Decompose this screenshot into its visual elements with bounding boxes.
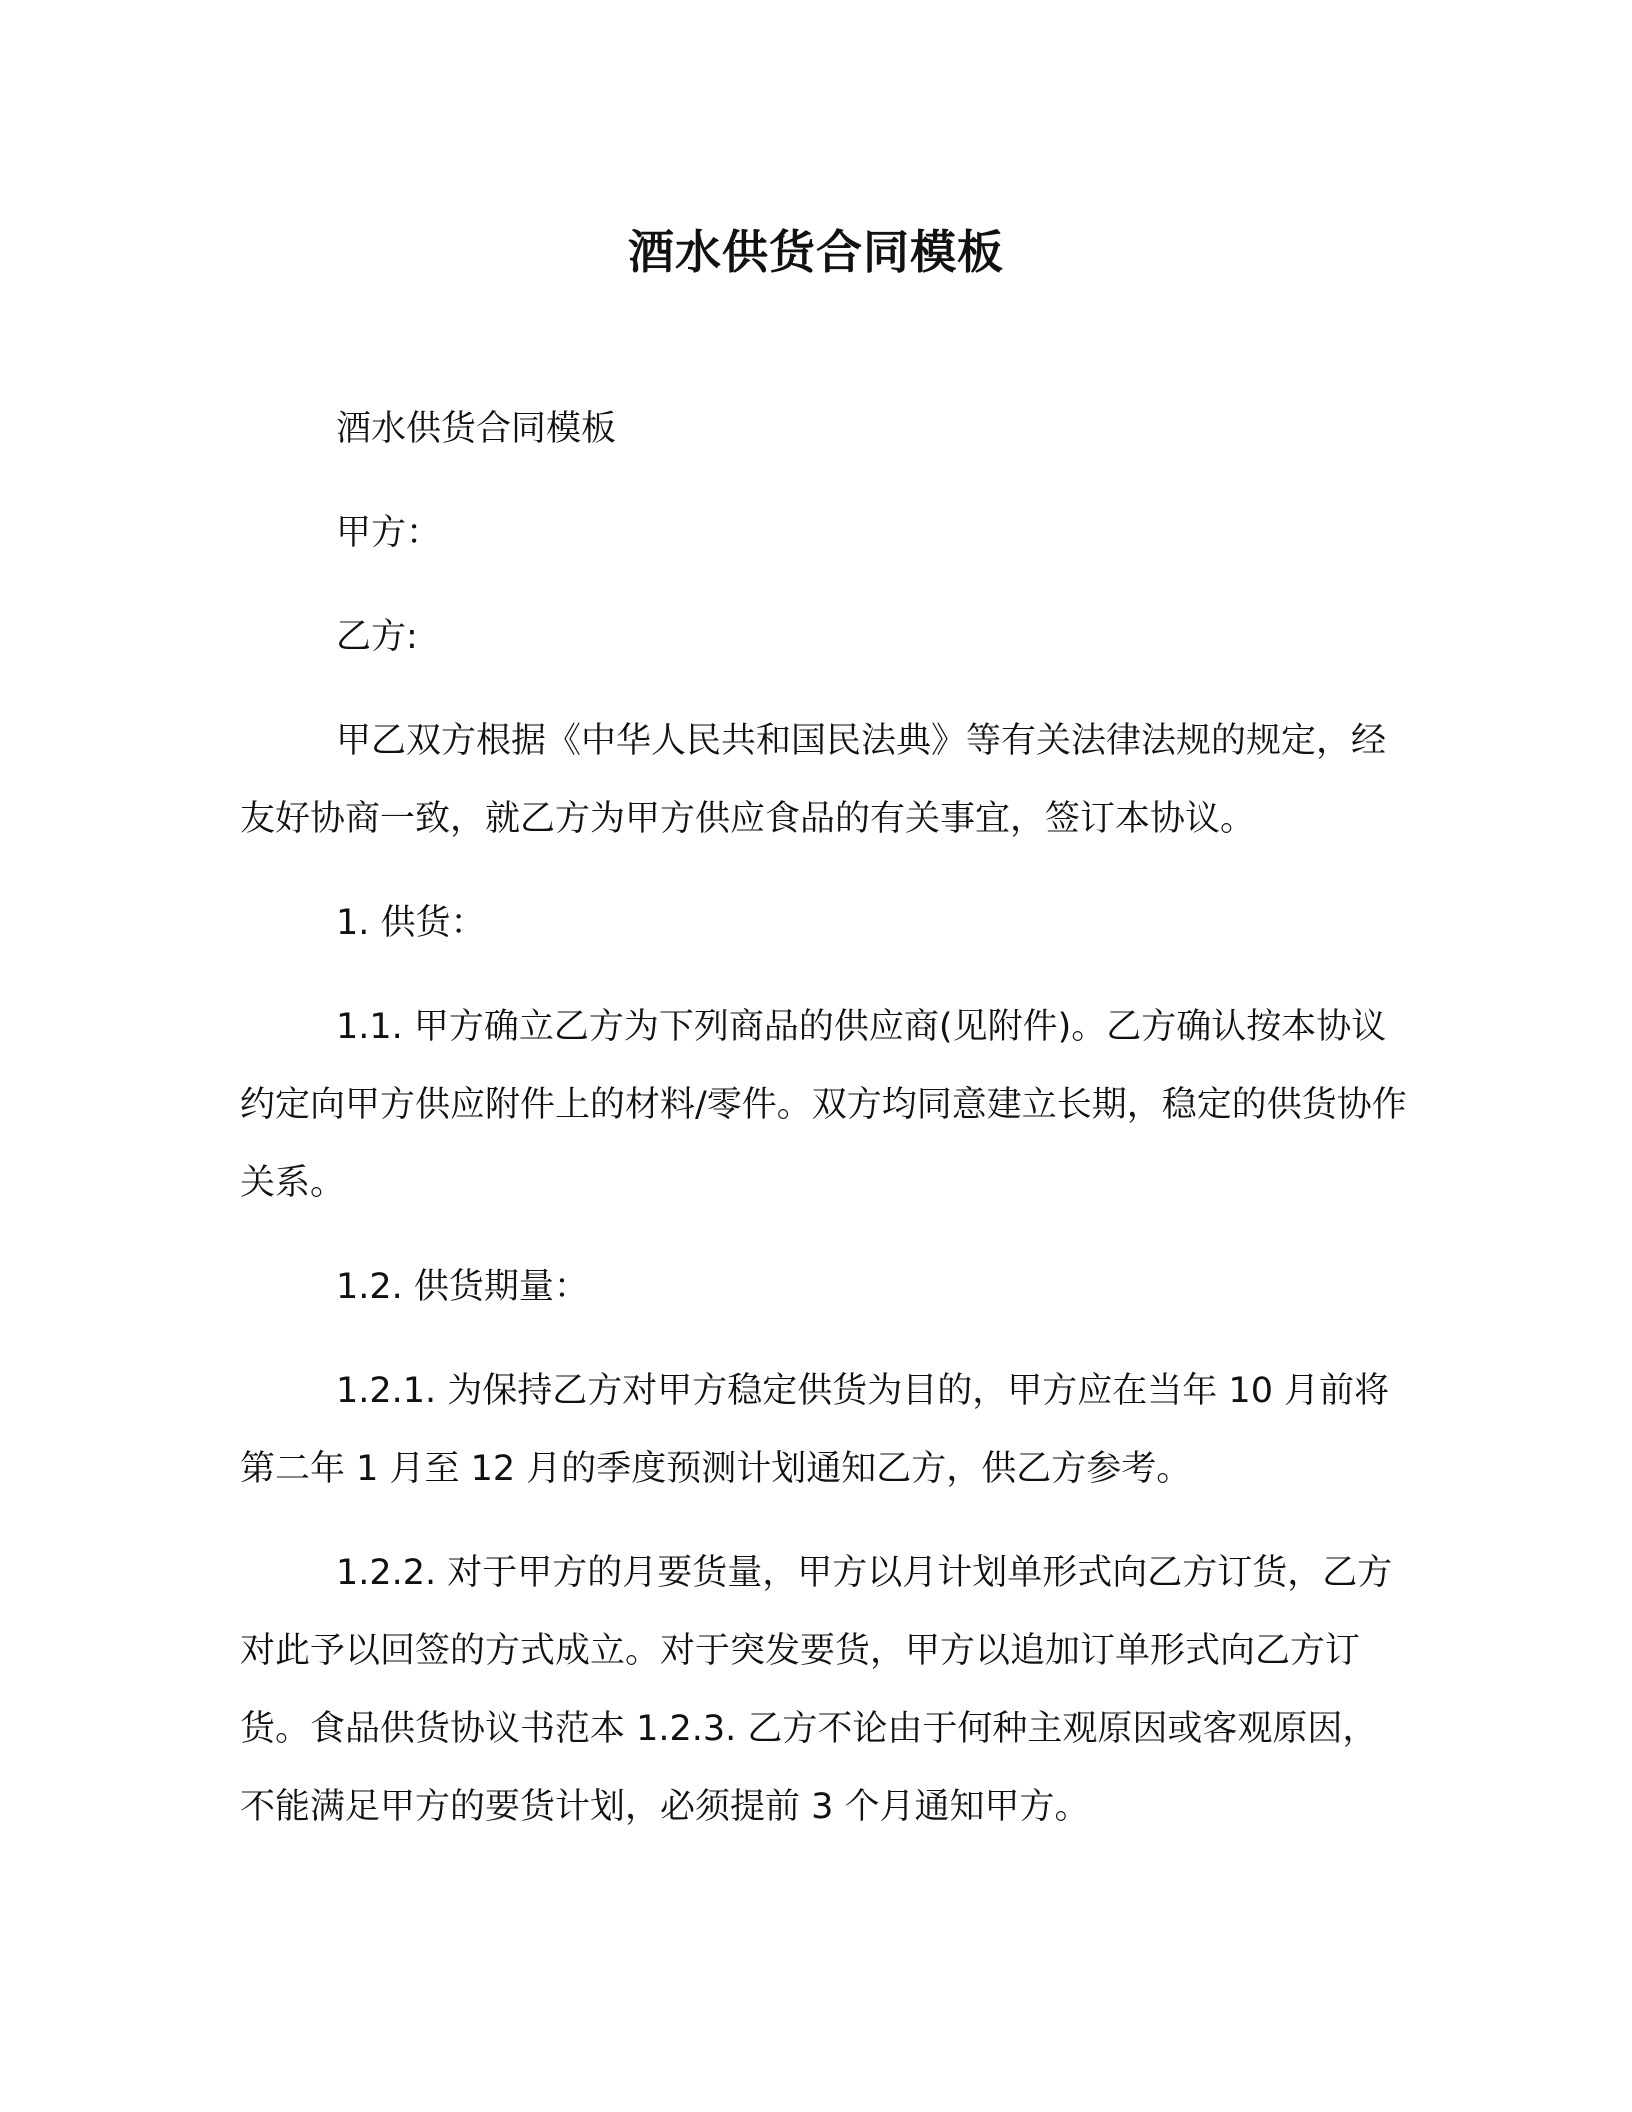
paragraph-party-b: 乙方: bbox=[336, 617, 418, 657]
paragraph-party-a: 甲方： bbox=[336, 513, 442, 553]
paragraph-section-1-2-1: 1.2.1. 为保持乙方对甲方稳定供货为目的，甲方应在当年 10 月前将第二年 1 月至 12 月的季度预测计划通知乙方，供乙方参考。 bbox=[240, 1371, 1390, 1489]
document-title: 酒水供货合同模板 bbox=[628, 225, 1004, 279]
paragraph-section-1-2: 1.2. 供货期量： bbox=[336, 1267, 589, 1307]
paragraph-section-1-2-2: 1.2.2. 对于甲方的月要货量，甲方以月计划单形式向乙方订货，乙方对此予以回签的方式成立。对于突发要货，甲方以追加订单形式向乙方订货。食品供货协议书范本 1.2.3. 乙方不论由于何种主观原因或客观原因，不能满足甲方的要货计划，必须提前 3 个月通知甲方。 bbox=[240, 1553, 1393, 1827]
paragraph-section-1-1: 1.1. 甲方确立乙方为下列商品的供应商(见附件)。乙方确认按本协议约定向甲方供应附件上的材料/零件。双方均同意建立长期，稳定的供货协作关系。 bbox=[240, 1007, 1407, 1203]
paragraph-preamble: 甲乙双方根据《中华人民共和国民法典》等有关法律法规的规定，经友好协商一致，就乙方为甲方供应食品的有关事宜，签订本协议。 bbox=[240, 721, 1387, 839]
paragraph-section-1: 1. 供货： bbox=[336, 903, 486, 943]
paragraph-subtitle: 酒水供货合同模板 bbox=[336, 409, 617, 449]
document-body bbox=[240, 390, 1412, 1872]
